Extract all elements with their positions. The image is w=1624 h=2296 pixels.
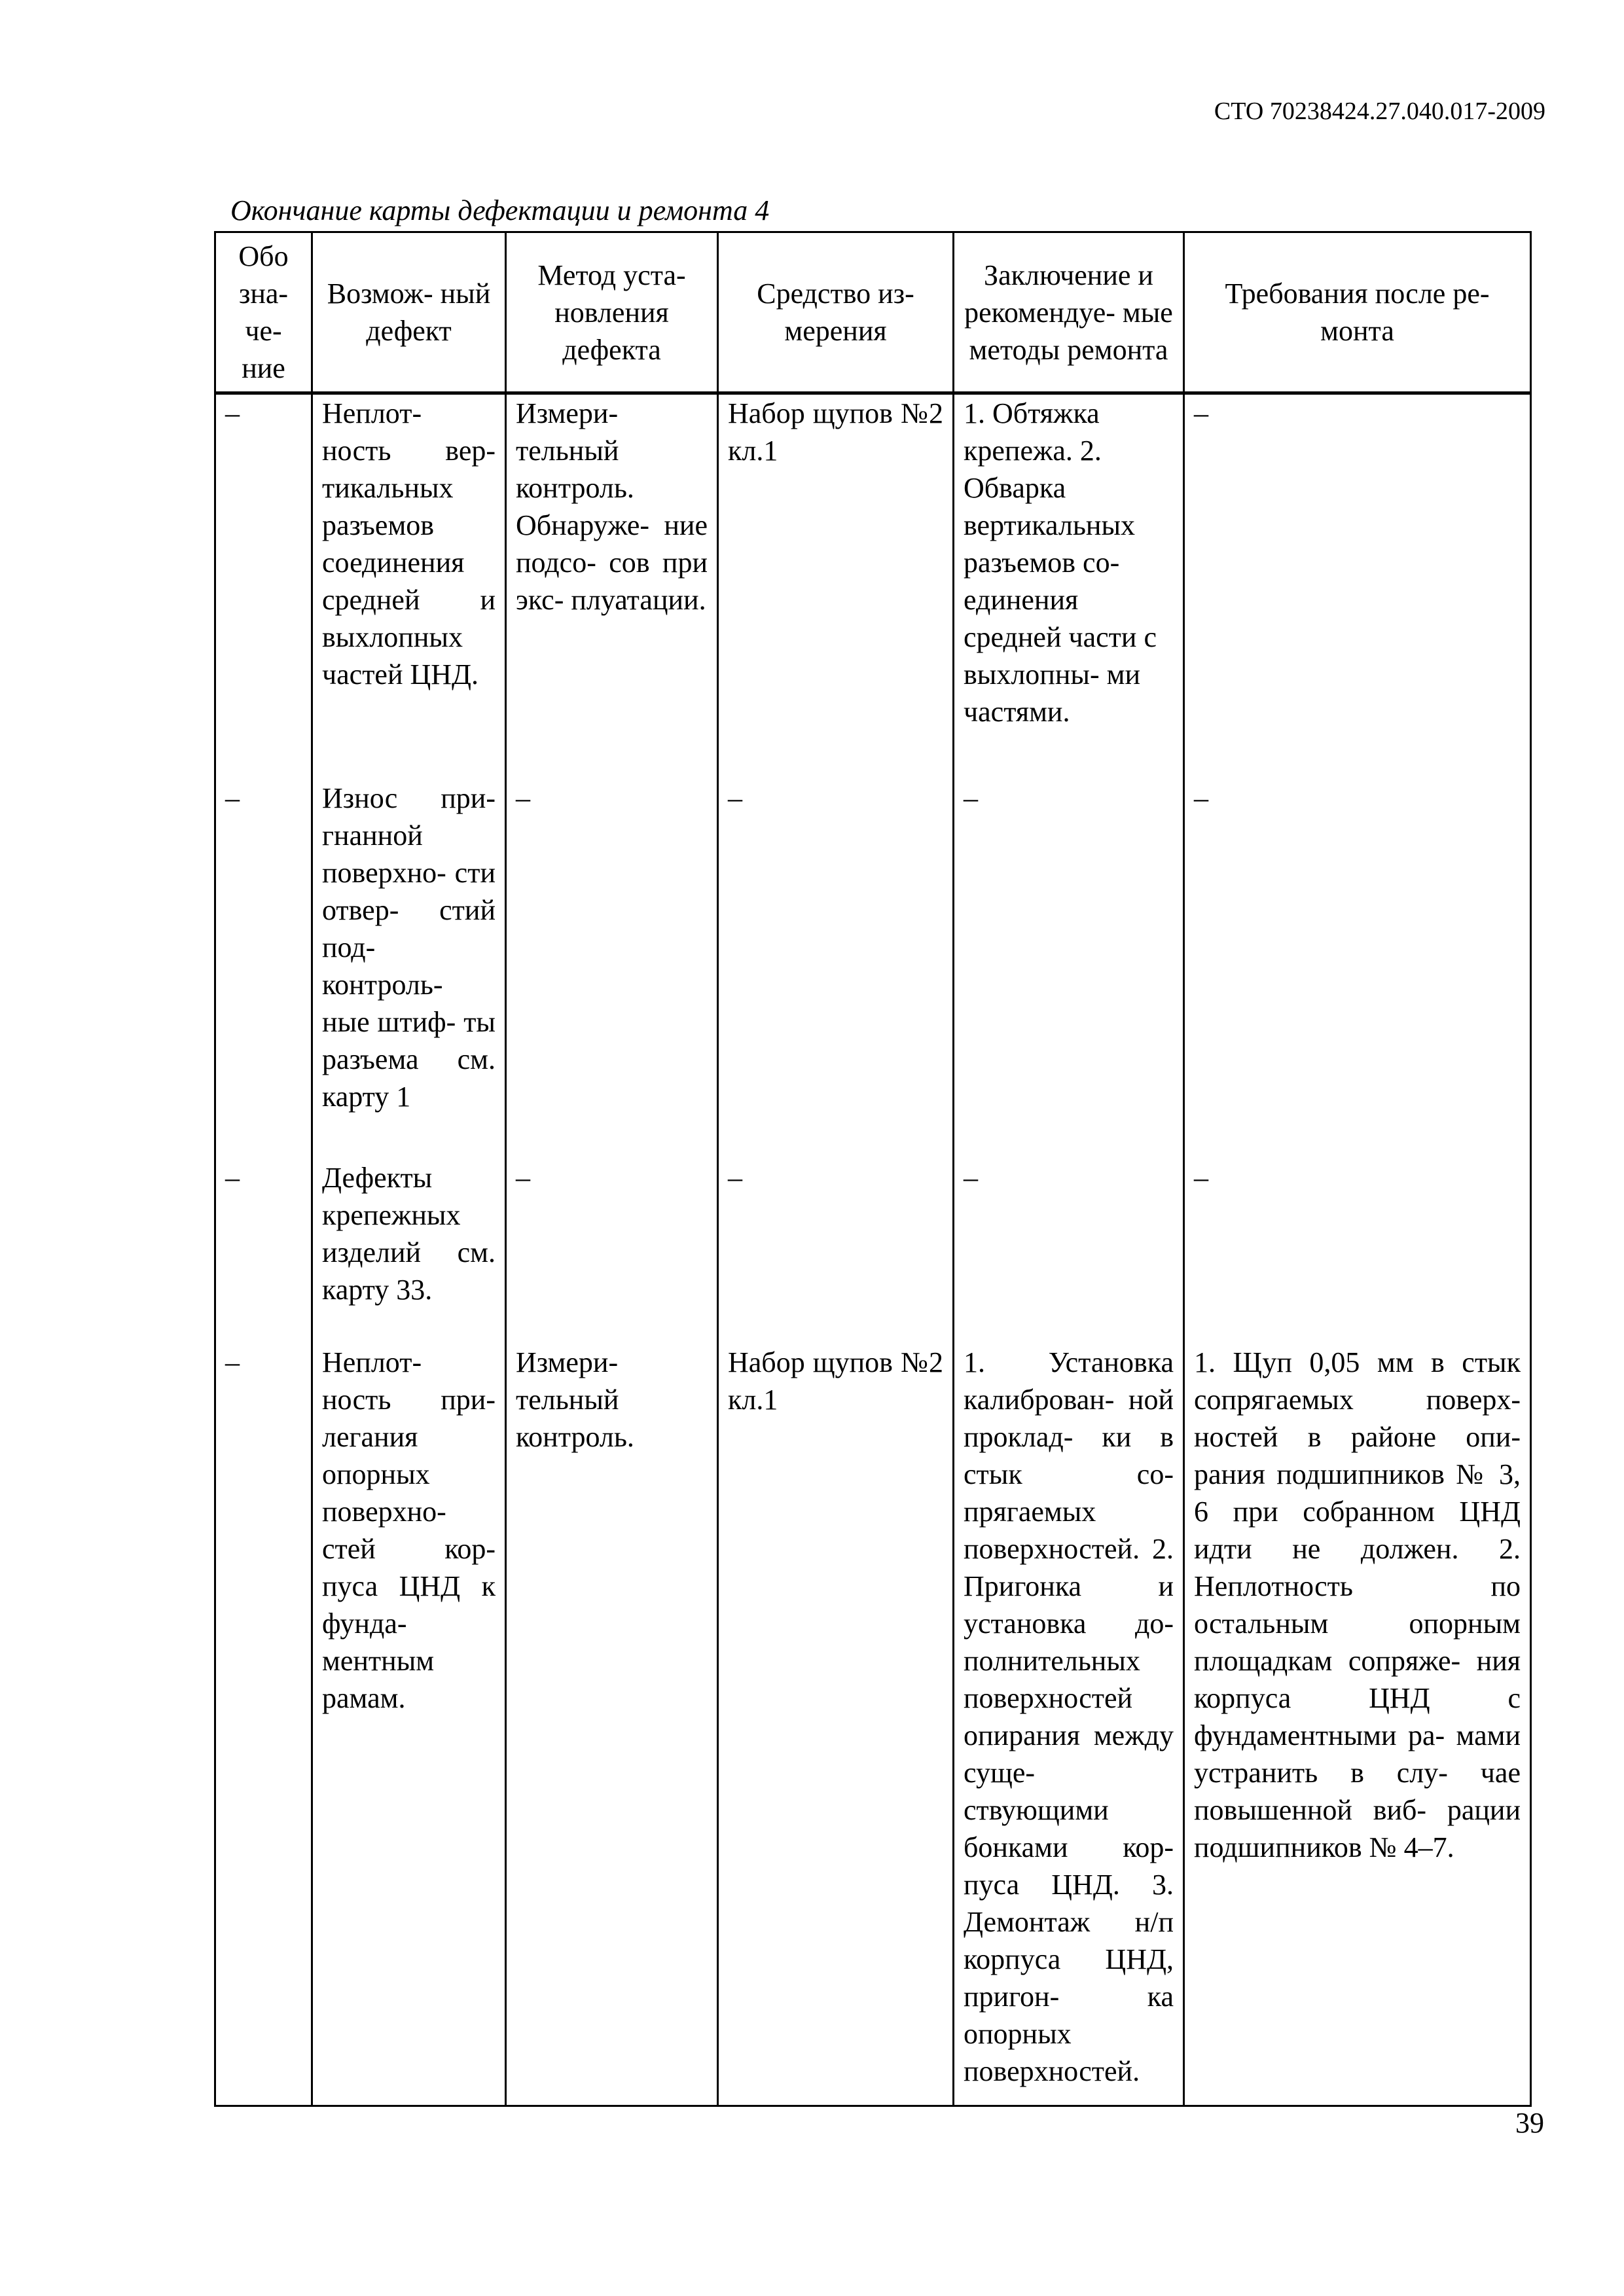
document-code: СТО 70238424.27.040.017-2009 — [1214, 98, 1545, 125]
cell-designation: – — [215, 1159, 312, 1344]
cell-defect: Износ при- гнанной поверхно- сти отвер- стий под- контроль- ные штиф- ты разъема см. карту 1 — [312, 780, 506, 1159]
cell-requirements: – — [1184, 393, 1531, 780]
cell-repair: – — [954, 1159, 1184, 1344]
column-header-defect: Возмож- ный дефект — [312, 232, 506, 393]
cell-tool: Набор щупов №2 кл.1 — [718, 393, 954, 780]
cell-repair: 1. Обтяжка крепежа. 2. Обварка вертикальных разъемов со- единения средней части с выхлопны- ми частями. — [954, 393, 1184, 780]
cell-requirements: – — [1184, 1159, 1531, 1344]
table-row — [215, 393, 1531, 780]
column-header-designation: Обо зна- че- ние — [215, 232, 312, 393]
column-header-repair: Заключение и рекомендуе- мые методы ремонта — [954, 232, 1184, 393]
cell-method: – — [506, 780, 718, 1159]
cell-requirements: – — [1184, 780, 1531, 1159]
cell-method: Измери- тельный контроль. Обнаруже- ние подсо- сов при экс- плуатации. — [506, 393, 718, 780]
cell-requirements: 1. Щуп 0,05 мм в стык сопрягаемых поверх- ностей в районе опи- рания подшипников № 3, 6 при собранном ЦНД идти не должен. 2. Неплотность по остальным опорным площадкам сопряже- ния корпуса ЦНД с фундаментными ра- мами устранить в слу- чае повышенной виб- рации подшипников № 4–7. — [1184, 1344, 1531, 2106]
cell-defect: Неплот- ность вер- тикальных разъемов соединения средней и выхлопных частей ЦНД. — [312, 393, 506, 780]
table-row — [215, 1344, 1531, 2106]
cell-tool: – — [718, 1159, 954, 1344]
cell-tool: – — [718, 780, 954, 1159]
cell-designation: – — [215, 1344, 312, 2106]
cell-designation: – — [215, 393, 312, 780]
cell-method: Измери- тельный контроль. — [506, 1344, 718, 2106]
table-row — [215, 1159, 1531, 1344]
cell-tool: Набор щупов №2 кл.1 — [718, 1344, 954, 2106]
cell-defect: Дефекты крепежных изделий см. карту 33. — [312, 1159, 506, 1344]
cell-repair: – — [954, 780, 1184, 1159]
defect-repair-table — [214, 231, 1532, 2107]
page-number: 39 — [1515, 2107, 1544, 2139]
cell-method: – — [506, 1159, 718, 1344]
column-header-requirements: Требования после ре- монта — [1184, 232, 1531, 393]
cell-designation: – — [215, 780, 312, 1159]
table-caption: Окончание карты дефектации и ремонта 4 — [230, 194, 770, 226]
column-header-tool: Средство из- мерения — [718, 232, 954, 393]
column-header-method: Метод уста- новления дефекта — [506, 232, 718, 393]
cell-repair: 1. Установка калиброван- ной проклад- ки в стык со- прягаемых поверхностей. 2. Пригонка и установка до- полнительных поверхностей опирания между суще- ствующими бонками кор- пуса ЦНД. 3. Демонтаж н/п корпуса ЦНД, пригон- ка опорных поверхностей. — [954, 1344, 1184, 2106]
table-row — [215, 780, 1531, 1159]
cell-defect: Неплот- ность при- легания опорных поверхно- стей кор- пуса ЦНД к фунда- ментным рамам. — [312, 1344, 506, 2106]
table-header-row — [215, 232, 1531, 393]
